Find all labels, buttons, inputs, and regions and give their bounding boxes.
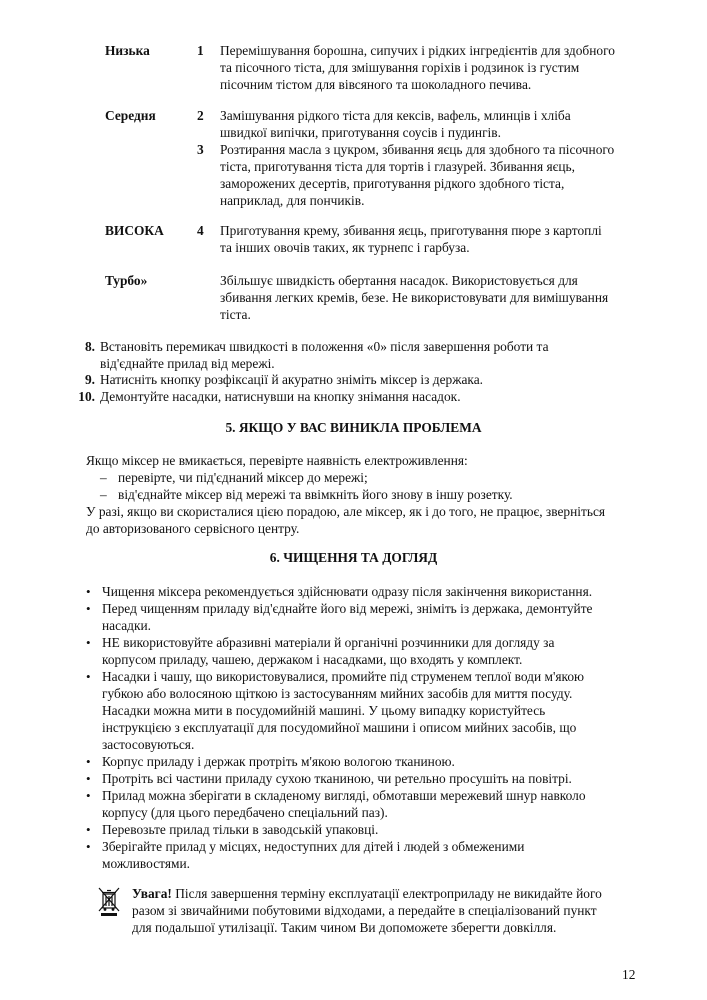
speed-name: ВИСОКА <box>105 223 164 238</box>
section-5-intro: Якщо міксер не вмикається, перевірте наявність електроживлення: <box>86 453 468 468</box>
manual-page: Низька 1 Перемішування борошна, сипучих і рідких інгредієнтів для здобного та пісочного тіста, для змішування горіхів і родзинок із густим пісочним тістом для вівсяного та шоколадного печива. Середня 2 Замішування рідкого тіста для кексів, вафель, млинців і хліба швидкої випічки, приготування соусів і пудингів. 3 Розтирання масла з цукром, збивання яєць для здобного та пісочного тіста, приготування тіста для тортів і глазурей. Збивання яєць, заморожених десертів, приготування рідкого здобного тіста, наприклад, для пончиків. ВИСОКА 4 Приготування крему, збивання яєць, приготування пюре з картоплі та інших овочів таких, як турнепс і гарбуза. Турбо» Збільшує швидкість обертання насадок. Використовується для збивання легких кремів, безе. Не використовувати для вимішування тіста. 8. Встановіть перемикач швидкості в положення «0» після завершення роботи та від'єднайте прилад від мережі. 9. Натисніть кнопку розфіксації й акуратно зніміть міксер із держака. 10. Демонтуйте насадки, натиснувши на кнопку знімання насадок. 5. ЯКЩО У ВАС ВИНИКЛА ПРОБЛЕМА Якщо міксер не вмикається, перевірте наявність електроживлення: – перевірте, чи під'єднаний міксер до мережі; – від'єднайте міксер від мережі та ввімкніть його знову в іншу розетку. У разі, якщо ви скористалися цією порадою, але міксер, як і до того, не працює, зверніться до авторизованого сервісного центру. 6. ЧИЩЕННЯ ТА ДОГЛЯД • Чищення міксера рекомендується здійснювати одразу після закінчення використання. • Перед чищенням приладу від'єднайте його від мережі, зніміть із держака, демонтуйте насадки. • НЕ використовуйте абразивні матеріали й органічні розчинники для догляду за корпусом приладу, чашею, держаком і насадками, що входять у комплект. • Насадки і чашу, що використовувалися, промийте під струменем теплої води м'якою губкою або волосяною щіткою із застосуванням мийних засобів для миття посуду. Насадки можна мити в посудомийній машині. У цьому випадку користуйтесь інструкцією з експлуатації для посудомийної машини і описом мийних засобів, що застосовуються. • Корпус приладу і держак протріть м'якою вологою тканиною. • Протріть всі частини приладу сухою тканиною, чи ретельно просушіть на повітрі. • Прилад можна зберігати в складеному вигляді, обмотавши мережевий шнур навколо корпусу (для цього передбачено спеціальний паз). • Перевозьте прилад тільки в заводській упаковці. • Зберігайте прилад у місцях, недоступних для дітей і людей з обмеженими можливостями. Увага! Після завершення терміну експлуатації електроприладу не викидайте його разом зі звичайними побутовими відходами, а передайте в спеціалізований пункт для подальшої утилізації. Таким чином Ви допоможете зберегти довкілля. 12 <box>0 0 707 1000</box>
warning-text: Увага! Після завершення терміну експлуатації електроприладу не викидайте його разом зі звичайними побутовими відходами, а передайте в спеціалізований пункт для подальшої утилізації. Таким чином Ви допоможете зберегти довкілля. <box>132 886 602 935</box>
section-5-heading: 5. ЯКЩО У ВАС ВИНИКЛА ПРОБЛЕМА <box>225 420 482 435</box>
page-number: 12 <box>622 967 636 982</box>
speed-description: Приготування крему, збивання яєць, приготування пюре з картоплі та інших овочів таких, як турнепс і гарбуза. <box>220 223 602 255</box>
speed-description: Перемішування борошна, сипучих і рідких інгредієнтів для здобного та пісочного тіста, для змішування горіхів і родзинок із густим пісочним тістом для вівсяного та шоколадного печива. <box>220 43 615 92</box>
bullet-marker: • <box>86 754 91 769</box>
step-number: 9. <box>84 372 95 387</box>
speed-number: 1 <box>197 43 204 58</box>
bullet-marker: • <box>86 601 91 616</box>
bullet-marker: • <box>86 669 91 684</box>
speed-number: 3 <box>197 142 204 157</box>
section-6-heading: 6. ЧИЩЕННЯ ТА ДОГЛЯД <box>269 550 438 565</box>
disposal-warning <box>0 885 707 937</box>
bullet-marker: • <box>86 822 91 837</box>
step-number: 10. <box>78 389 95 404</box>
speed-description: Розтирання масла з цукром, збивання яєць для здобного та пісочного тіста, приготування тіста для тортів і глазурей. Збивання яєць, заморожених десертів, приготування рідкого здобного тіста, наприклад, для пончиків. <box>220 142 615 208</box>
speed-name: Середня <box>105 108 156 123</box>
step-text: Демонтуйте насадки, натиснувши на кнопку знімання насадок. <box>100 389 461 404</box>
step-text: Натисніть кнопку розфіксації й акуратно зніміть міксер із держака. <box>100 372 484 387</box>
dash-marker: – <box>100 470 107 485</box>
bullet-marker: • <box>86 771 91 786</box>
step-number: 8. <box>84 339 95 354</box>
bullet-marker: • <box>86 839 91 854</box>
warning-label: Увага! <box>132 886 172 901</box>
speed-number: 2 <box>197 108 204 123</box>
speed-description: Збільшує швидкість обертання насадок. Використовується для збивання легких кремів, безе. Не використовувати для вимішування тіста. <box>220 273 609 322</box>
speed-description: Замішування рідкого тіста для кексів, вафель, млинців і хліба швидкої випічки, приготування соусів і пудингів. <box>220 108 571 140</box>
dash-marker: – <box>100 487 107 502</box>
bullet-marker: • <box>86 635 91 650</box>
bullet-marker: • <box>86 584 91 599</box>
speed-number: 4 <box>197 223 204 238</box>
speed-name: Турбо» <box>105 273 148 288</box>
bullet-marker: • <box>86 788 91 803</box>
speed-name: Низька <box>105 43 150 58</box>
crossed-bin-icon <box>98 887 120 917</box>
section-5-outro: У разі, якщо ви скористалися цією порадою, але міксер, як і до того, не працює, зверніться до авторизованого сервісного центру. <box>86 504 606 536</box>
step-text: Встановіть перемикач швидкості в положення «0» після завершення роботи та від'єднайте прилад від мережі. <box>100 339 549 371</box>
